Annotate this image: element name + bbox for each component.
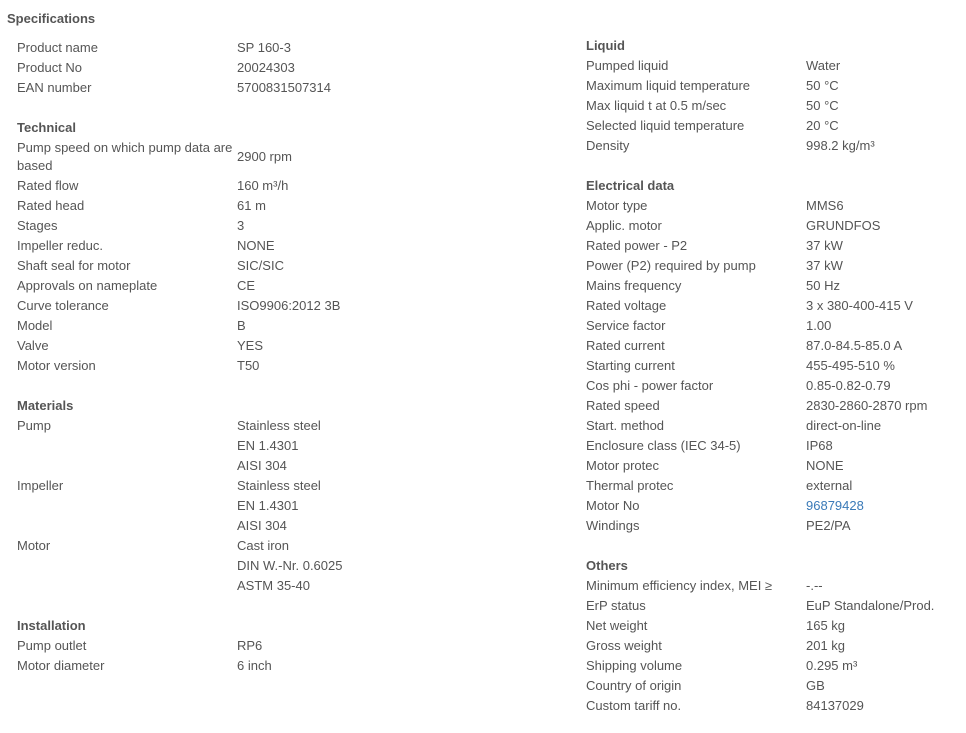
- spec-label: Motor type: [586, 198, 648, 213]
- spec-value: 61 m: [237, 198, 266, 213]
- spec-label: Product name: [17, 40, 98, 55]
- spec-value: 2900 rpm: [237, 149, 292, 164]
- spec-value: 160 m³/h: [237, 178, 289, 193]
- spec-value: DIN W.-Nr. 0.6025: [237, 558, 343, 573]
- spec-label: Country of origin: [586, 678, 682, 693]
- spec-label: Thermal protec: [586, 478, 674, 493]
- spec-value: SIC/SIC: [237, 258, 284, 273]
- spec-value: GRUNDFOS: [806, 218, 881, 233]
- spec-label: Custom tariff no.: [586, 698, 682, 713]
- spec-label: Rated flow: [17, 178, 79, 193]
- page-title: Specifications: [7, 11, 96, 26]
- spec-value: AISI 304: [237, 458, 287, 473]
- spec-label: Mains frequency: [586, 278, 682, 293]
- spec-value: 0.295 m³: [806, 658, 858, 673]
- spec-value: 37 kW: [806, 238, 843, 253]
- spec-value: 455-495-510 %: [806, 358, 895, 373]
- spec-value: B: [237, 318, 246, 333]
- spec-label: Starting current: [586, 358, 675, 373]
- spec-value: ISO9906:2012 3B: [237, 298, 341, 313]
- spec-value: 87.0-84.5-85.0 A: [806, 338, 903, 353]
- spec-label: Maximum liquid temperature: [586, 78, 751, 93]
- spec-value: CE: [237, 278, 256, 293]
- spec-value: 20 °C: [806, 118, 839, 133]
- spec-label: Minimum efficiency index, MEI ≥: [586, 578, 773, 593]
- spec-value: 5700831507314: [237, 80, 331, 95]
- spec-value: T50: [237, 358, 260, 373]
- spec-value: 201 kg: [806, 638, 846, 653]
- spec-value: 20024303: [237, 60, 295, 75]
- spec-value: 50 °C: [806, 98, 839, 113]
- spec-label: Pump outlet: [17, 638, 87, 653]
- spec-value: 165 kg: [806, 618, 846, 633]
- spec-label: Rated current: [586, 338, 665, 353]
- spec-value: PE2/PA: [806, 518, 851, 533]
- spec-value: Cast iron: [237, 538, 290, 553]
- spec-value: EN 1.4301: [237, 438, 299, 453]
- spec-value: SP 160-3: [237, 40, 291, 55]
- spec-label: Selected liquid temperature: [586, 118, 745, 133]
- spec-label: Shipping volume: [586, 658, 683, 673]
- spec-value: MMS6: [806, 198, 844, 213]
- spec-label: Net weight: [586, 618, 648, 633]
- motor-no-link[interactable]: 96879428: [806, 498, 864, 513]
- spec-value: 3: [237, 218, 245, 233]
- section-heading-others: Others: [586, 558, 628, 573]
- section-heading-installation: Installation: [17, 618, 86, 633]
- spec-label: Enclosure class (IEC 34-5): [586, 438, 741, 453]
- spec-label: ErP status: [586, 598, 646, 613]
- spec-label: Valve: [17, 338, 49, 353]
- spec-label: Pump speed on which pump data are based: [17, 140, 233, 173]
- spec-value: 37 kW: [806, 258, 843, 273]
- spec-value: 998.2 kg/m³: [806, 138, 875, 153]
- spec-label: Shaft seal for motor: [17, 258, 131, 273]
- spec-value: ASTM 35-40: [237, 578, 310, 593]
- spec-label: Rated head: [17, 198, 85, 213]
- spec-value: -.--: [806, 578, 823, 593]
- spec-value: 3 x 380-400-415 V: [806, 298, 913, 313]
- section-heading-technical: Technical: [17, 120, 77, 135]
- spec-value: Water: [806, 58, 841, 73]
- spec-label: Motor version: [17, 358, 96, 373]
- spec-value: Stainless steel: [237, 418, 321, 433]
- spec-value: GB: [806, 678, 825, 693]
- spec-value: Stainless steel: [237, 478, 321, 493]
- spec-value: YES: [237, 338, 264, 353]
- spec-value: 0.85-0.82-0.79: [806, 378, 891, 393]
- spec-label: Impeller reduc.: [17, 238, 103, 253]
- spec-label: Motor No: [586, 498, 640, 513]
- spec-label: Density: [586, 138, 630, 153]
- section-heading-liquid: Liquid: [586, 38, 625, 53]
- spec-value: 50 °C: [806, 78, 839, 93]
- spec-label: Stages: [17, 218, 58, 233]
- section-heading-electrical: Electrical data: [586, 178, 675, 193]
- spec-label: Product No: [17, 60, 83, 75]
- spec-label: Curve tolerance: [17, 298, 109, 313]
- spec-value: NONE: [237, 238, 275, 253]
- spec-value: EuP Standalone/Prod.: [806, 598, 935, 613]
- spec-label: Start. method: [586, 418, 665, 433]
- spec-label: Motor: [17, 538, 51, 553]
- spec-label: Motor protec: [586, 458, 659, 473]
- spec-label: Rated voltage: [586, 298, 667, 313]
- spec-value: external: [806, 478, 853, 493]
- spec-label: Model: [17, 318, 53, 333]
- spec-label: Pumped liquid: [586, 58, 669, 73]
- spec-label: EAN number: [17, 80, 92, 95]
- spec-label: Max liquid t at 0.5 m/sec: [586, 98, 727, 113]
- spec-label: Rated power - P2: [586, 238, 688, 253]
- spec-label: Approvals on nameplate: [17, 278, 158, 293]
- spec-label: Rated speed: [586, 398, 660, 413]
- spec-value: 84137029: [806, 698, 864, 713]
- spec-value: 50 Hz: [806, 278, 840, 293]
- spec-value: IP68: [806, 438, 833, 453]
- spec-label: Windings: [586, 518, 640, 533]
- spec-label: Impeller: [17, 478, 64, 493]
- spec-label: Applic. motor: [586, 218, 662, 233]
- spec-label: Cos phi - power factor: [586, 378, 714, 393]
- spec-label: Motor diameter: [17, 658, 105, 673]
- spec-label: Gross weight: [586, 638, 662, 653]
- spec-value: EN 1.4301: [237, 498, 299, 513]
- spec-value: RP6: [237, 638, 263, 653]
- section-heading-materials: Materials: [17, 398, 74, 413]
- spec-value: AISI 304: [237, 518, 287, 533]
- spec-value: 6 inch: [237, 658, 272, 673]
- spec-label: Pump: [17, 418, 51, 433]
- spec-value: 2830-2860-2870 rpm: [806, 398, 928, 413]
- spec-label: Power (P2) required by pump: [586, 258, 756, 273]
- spec-value: 1.00: [806, 318, 832, 333]
- spec-value: direct-on-line: [806, 418, 882, 433]
- spec-value: NONE: [806, 458, 844, 473]
- spec-label: Service factor: [586, 318, 666, 333]
